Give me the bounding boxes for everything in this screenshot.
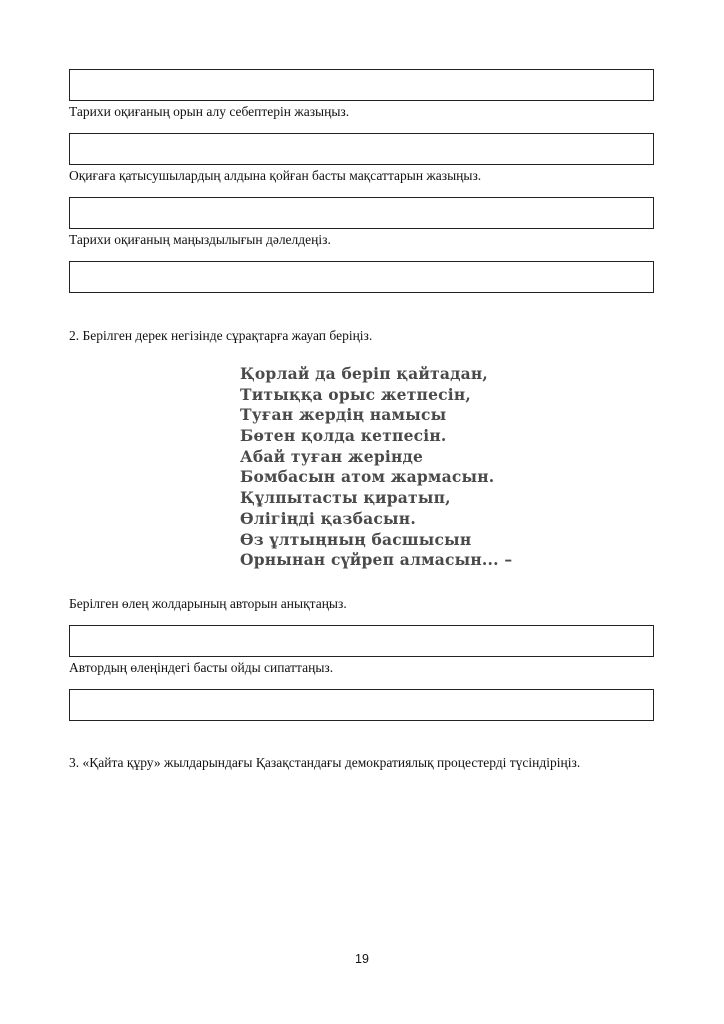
answer-box-1[interactable] (69, 69, 654, 101)
poem-line: Бомбасын атом жармасын. (240, 467, 495, 487)
poem-line: Өлігіңді қазбасын. (240, 508, 416, 528)
poem-excerpt (240, 364, 512, 571)
prompt-causes: Тарихи оқиғаның орын алу себептерін жазыңыз. (69, 104, 350, 119)
prompt-significance: Тарихи оқиғаның маңыздылығын дәлелдеңіз. (69, 232, 331, 247)
prompt-author: Берілген өлең жолдарының авторын анықтаңыз. (69, 596, 347, 611)
poem-line: Туған жердің намысы (240, 405, 447, 425)
answer-box-main-idea[interactable] (69, 689, 654, 721)
poem-line: Абай туған жерінде (240, 446, 424, 466)
section2-heading: 2. Берілген дерек негізінде сұрақтарға жауап беріңіз. (69, 328, 373, 343)
answer-box-causes[interactable] (69, 133, 654, 165)
answer-box-author[interactable] (69, 625, 654, 657)
section3-heading: 3. «Қайта құру» жылдарындағы Қазақстандағы демократиялық процестерді түсіндіріңіз. (69, 755, 581, 770)
answer-box-goals[interactable] (69, 197, 654, 229)
poem-line: Титыққа орыс жетпесін, (240, 384, 472, 404)
poem-line: Орнынан сүйреп алмасын... – (240, 550, 513, 570)
poem-line: Қорлай да беріп қайтадан, (240, 364, 488, 383)
poem-line: Құлпытасты қиратып, (240, 488, 451, 508)
page-number: 19 (355, 952, 369, 966)
poem-line: Бөтен қолда кетпесін. (240, 426, 447, 446)
prompt-main-idea: Автордың өлеңіндегі басты ойды сипаттаңыз. (69, 660, 334, 675)
prompt-goals: Оқиғаға қатысушылардың алдына қойған басты мақсаттарын жазыңыз. (69, 168, 482, 183)
answer-box-significance[interactable] (69, 261, 654, 293)
poem-line: Өз ұлтыңның басшысын (240, 529, 472, 549)
